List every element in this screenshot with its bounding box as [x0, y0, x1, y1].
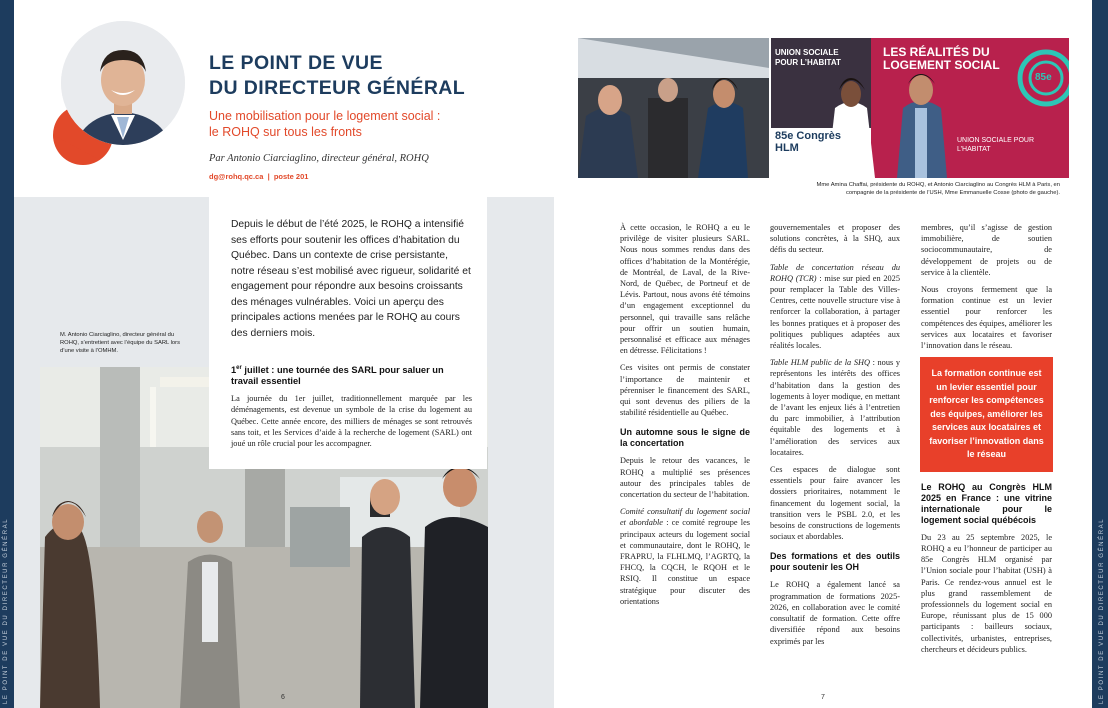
- col2-p4: Ces espaces de dialogue sont essentiels pour faire avancer les dossiers prioritaires, notamment le financement du logement social, la transition vers le PSBL 2.0, et les besoins de constructions de logements sociaux et abordables.: [770, 465, 900, 542]
- col2-p3-em: Table HLM public de la SHQ: [770, 358, 870, 368]
- photo-congress-crowd: [578, 38, 769, 178]
- col3-p2: Nous croyons fermement que la formation continue est un levier essentiel pour renforcer les compétences des équipes, améliorer les services aux locataires et favoriser l’innovation dans le réseau.: [921, 285, 1052, 351]
- col1-p3: Depuis le retour des vacances, le ROHQ a multiplié ses présences autour des principales tables de concertation du secteur de l’habitation.: [620, 456, 750, 500]
- banner-congress: 85e Congrès HLM: [775, 130, 842, 154]
- subtitle-line-1: Une mobilisation pour le logement social :: [209, 109, 441, 123]
- photo-congress-banner: [771, 38, 1069, 178]
- col1-p4-em: Comité consultatif du logement social et abordable: [620, 507, 750, 528]
- right-photo-caption: Mme Amina Chaffai, présidente du ROHQ, et Antonio Ciarciaglino au Congrès HLM à Paris, en compagnie de la présidente de l’USH, Mme Emmanuelle Cosse (photo de gauche).: [816, 182, 1060, 196]
- column-1: [620, 222, 750, 613]
- col1-p1: À cette occasion, le ROHQ a eu le privilège de visiter plusieurs SARL. Nous nous sommes rendus dans des offices d’habitation de la Montérégie, de Montréal, de Laval, de la Rive-Nord, de Québec, de Portneuf et de Lévis. Partout, nous avons été témoins d’un engagement exceptionnel du personnel, qui travaille sans relâche pour offrir un soutien humain, personnalisé et efficace aux ménages en détresse. Félicitations !: [620, 223, 750, 356]
- subtitle-line-2: le ROHQ sur tous les fronts: [209, 125, 362, 139]
- col1-p2: Ces visites ont permis de constater l’importance de maintenir et pérenniser le financement des SARL, qui sont devenus des piliers de la stabilité résidentielle au Québec.: [620, 363, 750, 418]
- section1-heading-pre: 1: [231, 365, 237, 376]
- section1-heading: [231, 363, 472, 387]
- page-number-left: 6: [281, 694, 285, 701]
- col2-p5: Le ROHQ a également lancé sa programmation de formations 2025-2026, en collaboration avec le comité consultatif de formation. Cette offre diversifiée répond aux besoins exprimés par les: [770, 580, 900, 646]
- left-side-label: LE POINT DE VUE DU DIRECTEUR GÉNÉRAL: [3, 517, 9, 704]
- right-side-label: LE POINT DE VUE DU DIRECTEUR GÉNÉRAL: [1099, 517, 1105, 704]
- title-line-1: LE POINT DE VUE: [209, 52, 383, 74]
- col3-heading: Le ROHQ au Congrès HLM 2025 en France : une vitrine internationale pour le logement social québécois: [921, 481, 1052, 525]
- banner-badge: 85e: [1035, 72, 1052, 83]
- col3-p3: Du 23 au 25 septembre 2025, le ROHQ a eu l’honneur de participer au 85e Congrès HLM organisé par l’Union sociale pour l’habitat (USH) à Paris. Ce rendez-vous annuel est le plus grand rassemblement de professionnels du logement social en Europe, réunissant plus de 15 000 participants : bailleurs sociaux, collectivités, urbanistes, entreprises, chercheurs et décideurs publics.: [921, 532, 1052, 654]
- col2-heading: Des formations et des outils pour soutenir les OH: [770, 551, 900, 573]
- col2-p1: gouvernementales et proposer des solutions concrètes, à la SHQ, aux défis du secteur.: [770, 223, 900, 255]
- lead-paragraph: Depuis le début de l’été 2025, le ROHQ a intensifié ses efforts pour soutenir les offices d’habitation du Québec. Dans un contexte de crise persistante, notre réseau s’est mobilisé avec rigueur, solidarité et engagement pour répondre aux besoins croissants des ménages vulnérables. Voici un aperçu des principales actions menées par le ROHQ au cours des derniers mois.: [231, 219, 471, 339]
- title-line-2: DU DIRECTEUR GÉNÉRAL: [209, 77, 466, 99]
- col1-p4: [620, 506, 750, 607]
- col2-p3: [770, 357, 900, 458]
- page-number-right: 7: [821, 694, 825, 701]
- section1-heading-post: juillet : une tournée des SARL pour saluer un travail essentiel: [231, 365, 444, 387]
- column-2: [770, 222, 900, 653]
- banner-title: LES RÉALITÉS DU LOGEMENT SOCIAL: [883, 45, 1000, 72]
- pull-quote: La formation continue est un levier essentiel pour renforcer les compétences des équipes, améliorer les services aux locataires et favoriser l’innovation dans le réseau: [920, 357, 1053, 472]
- col2-p2-text: : mise sur pied en 2025 pour remplacer la Table des Villes-Centres, cette nouvelle structure vise à renforcer la collaboration, à partager les bonnes pratiques et à proposer des politiques publiques adaptées aux réalités locales.: [770, 273, 900, 351]
- col2-p2-em: Table de concertation réseau du ROHQ (TCR): [770, 262, 900, 283]
- author-portrait: [53, 20, 193, 170]
- column-3: [921, 222, 1052, 661]
- col2-p3-text: : nous y représentons les intérêts des offices d’habitation dans la gestion des logements à loyer modique, en mettant de l’avant les enjeux liés à l’entretien du parc immobilier, à l’attribution équitable des logements et à l’amélioration des services aux locataires.: [770, 358, 900, 457]
- col1-heading: Un automne sous le signe de la concertation: [620, 427, 750, 449]
- section1: [231, 363, 472, 449]
- col2-p2: [770, 262, 900, 352]
- col3-p1: membres, qu’il s’agisse de gestion immobilière, de soutien sociocommunautaire, de développement de projets ou de service à la clientèle.: [921, 223, 1052, 277]
- page-title: [209, 51, 509, 101]
- section1-heading-sup: er: [236, 365, 242, 371]
- section1-body: La journée du 1er juillet, traditionnellement marquée par les déménagements, est devenue un symbole de la crise du logement au Québec. Cette année encore, des milliers de ménages se sont retrouvés sans toit, et les Services d’aide à la recherche de logement (SARL) ont joué un rôle crucial pour les accompagner.: [231, 394, 472, 448]
- col1-p4-text: : ce comité regroupe les principaux acteurs du logement social et communautaire, dont le ROHQ, le FRAPRU, la FLHLMQ, l’AGRTQ, la FHCQ, la CQCH, le RQOH et le RSIQ. Il constitue un espace stratégique pour discuter des orientations: [620, 518, 750, 606]
- banner-left-text: UNION SOCIALE POUR L’HABITAT: [775, 48, 841, 67]
- article-subtitle: [209, 108, 499, 140]
- byline: Par Antonio Ciarciaglino, directeur général, ROHQ: [209, 153, 429, 164]
- contact-email[interactable]: dg@rohq.qc.ca | poste 201: [209, 172, 309, 181]
- left-photo-caption: M. Antonio Ciarciaglino, directeur général du ROHQ, s’entretient avec l’équipe du SARL lors d’une visite à l’OMHM.: [60, 332, 180, 354]
- banner-union: UNION SOCIALE POUR L’HABITAT: [957, 137, 1035, 153]
